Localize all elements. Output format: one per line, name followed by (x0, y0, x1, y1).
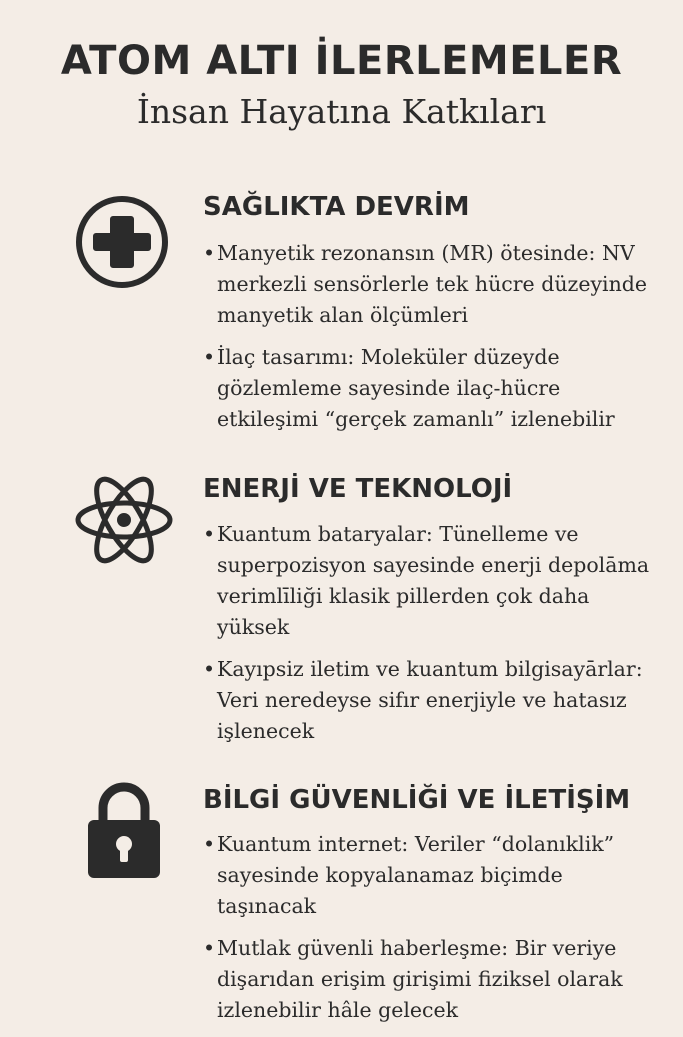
list-item: • Manyetik rezonansın (MR) ötesinde: NV merkezli sensörlerle tek hücre düzeyinde manyetik alan ölçümleri (203, 238, 653, 331)
list-item: • Kuantum bataryalar: Tünelleme ve superpozisyon sayesinde enerji depolāma verimlīliği klasik pillerden çok daha yüksek (203, 519, 653, 643)
medical-cross-icon (74, 194, 170, 294)
list-item: • Mutlak güvenli haberleşme: Bir veriye dişarıdan erişim girişimi fiziksel olarak izlenebilir hâle gelecek (203, 933, 653, 1026)
bullet-list (203, 829, 653, 1037)
section-heading: ENERJİ VE TEKNOLOJİ (203, 474, 513, 504)
list-item: • İlaç tasarımı: Moleküler düzeyde gözlemleme sayesinde ilaç-hücre etkileşimi “gerçek zamanlı” izlenebilir (203, 342, 653, 435)
list-item: • Kayıpsiz iletim ve kuantum bilgisayārlar: Veri neredeyse sifır enerjiyle ve hatasız işlenecek (203, 654, 653, 747)
bullet-list (203, 238, 653, 446)
bullet-list (203, 519, 653, 758)
lock-icon (86, 780, 162, 884)
list-item: • Kuantum internet: Veriler “dolanıklik” sayesinde kopyalanamaz biçimde taşınacak (203, 829, 653, 922)
atom-icon (74, 466, 174, 578)
page-subtitle: İnsan Hayatına Katkıları (136, 92, 547, 131)
page-title: ATOM ALTI İLERLEMELER (60, 38, 623, 84)
section-heading: SAĞLIKTA DEVRİM (203, 192, 470, 222)
section-heading: BİLGİ GÜVENLİĞİ VE İLETİŞİM (203, 785, 631, 815)
